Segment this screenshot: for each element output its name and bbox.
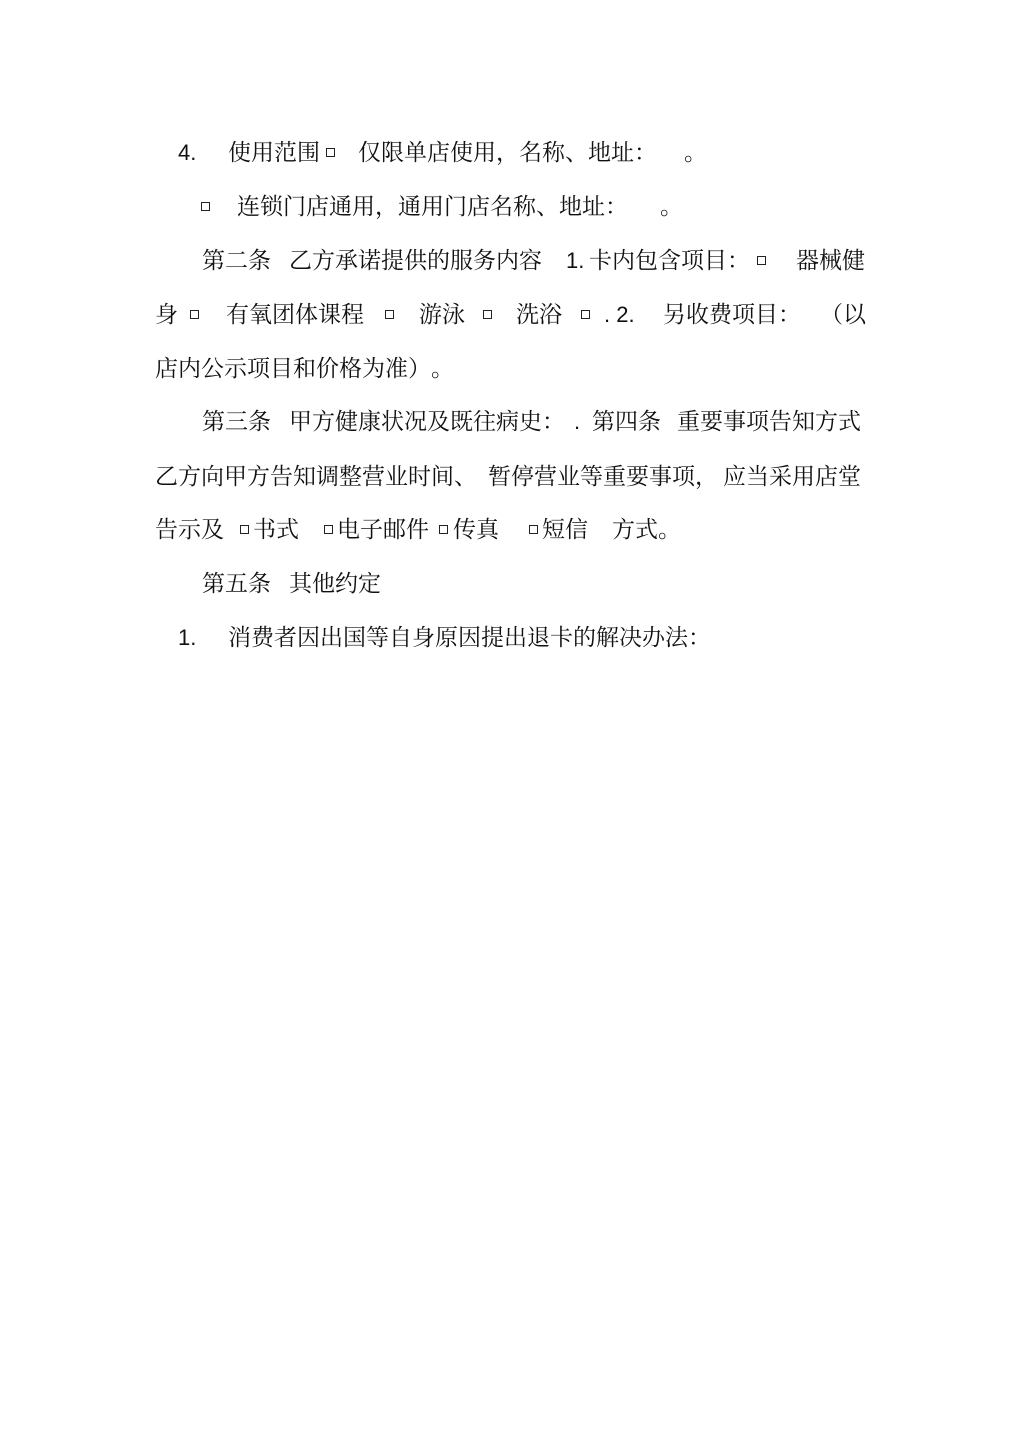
item-number: . 2.: [604, 302, 635, 327]
article-five-title: 其他约定: [289, 571, 381, 597]
dot-mark: .: [574, 409, 581, 434]
price-note-text: 店内公示项目和价格为准）: [155, 356, 431, 382]
line-end-mark: 。: [431, 356, 454, 382]
article-two-title: 乙方承诺提供的服务内容: [289, 248, 542, 274]
single-store-text: 仅限单店使用，名称、地址：: [358, 140, 657, 166]
notice-text-3: 应当采用店堂: [723, 464, 861, 490]
refund-line: [0, 618, 711, 658]
bathing-text: 洗浴: [516, 302, 562, 328]
article-two-line: [0, 241, 865, 281]
aerobic-text: 有氧团体课程: [226, 302, 364, 328]
method-tail-text: 方式。: [612, 517, 681, 543]
line-end-mark: 。: [684, 140, 707, 166]
notice-text-1: 乙方向甲方告知调整营业时间、: [155, 464, 477, 490]
health-history-text: 甲方健康状况及既往病史：: [289, 409, 565, 435]
checkbox-swimming[interactable]: [383, 295, 396, 335]
item-number: 1.: [178, 625, 197, 650]
article-two-label: 第二条: [202, 248, 271, 274]
included-items-label: 卡内包含项目：: [589, 248, 750, 274]
checkbox-equipment[interactable]: [755, 241, 768, 281]
article-four-label: 第四条: [592, 409, 661, 435]
notice-text-2: 暂停营业等重要事项，: [488, 464, 718, 490]
checkbox-sms[interactable]: [527, 510, 540, 550]
checkbox-bathing[interactable]: [481, 295, 494, 335]
checkbox-other[interactable]: [579, 295, 592, 335]
checkbox-single-store[interactable]: [324, 133, 337, 173]
paren-open-text: （以: [820, 302, 866, 328]
written-text: 书式: [253, 517, 299, 543]
swimming-text: 游泳: [419, 302, 465, 328]
line-end-mark: 。: [660, 194, 683, 220]
item-number: 1.: [566, 248, 585, 273]
notice-lead-text: 告示及: [155, 517, 224, 543]
service-items-line: [0, 295, 866, 335]
notice-method-title: 重要事项告知方式: [677, 409, 861, 435]
equipment-text: 器械健: [796, 248, 865, 274]
extra-fee-label: 另收费项目：: [663, 302, 801, 328]
notice-body-line: [0, 457, 861, 497]
usage-scope-label: 使用范围: [228, 140, 320, 166]
checkbox-written[interactable]: [238, 510, 251, 550]
price-note-line: [0, 349, 454, 389]
usage-scope-line: [0, 133, 707, 173]
refund-text: 消费者因出国等自身原因提出退卡的解决办法：: [228, 625, 711, 651]
checkbox-email[interactable]: [322, 510, 335, 550]
equipment-text-cont: 身: [155, 302, 178, 328]
notice-options-line: [0, 510, 681, 550]
article-three-label: 第三条: [202, 409, 271, 435]
article-five-label: 第五条: [202, 571, 271, 597]
item-number: 4.: [178, 140, 197, 165]
email-text: 电子邮件: [337, 517, 429, 543]
chain-store-line: [0, 187, 683, 227]
fax-text: 传真: [453, 517, 499, 543]
checkbox-fax[interactable]: [437, 510, 450, 550]
article-three-line: [0, 402, 861, 442]
article-five-line: [0, 564, 381, 604]
checkbox-aerobic[interactable]: [188, 295, 201, 335]
checkbox-chain-store[interactable]: [199, 187, 212, 227]
sms-text: 短信: [542, 517, 588, 543]
chain-store-text: 连锁门店通用，通用门店名称、地址：: [237, 194, 628, 220]
